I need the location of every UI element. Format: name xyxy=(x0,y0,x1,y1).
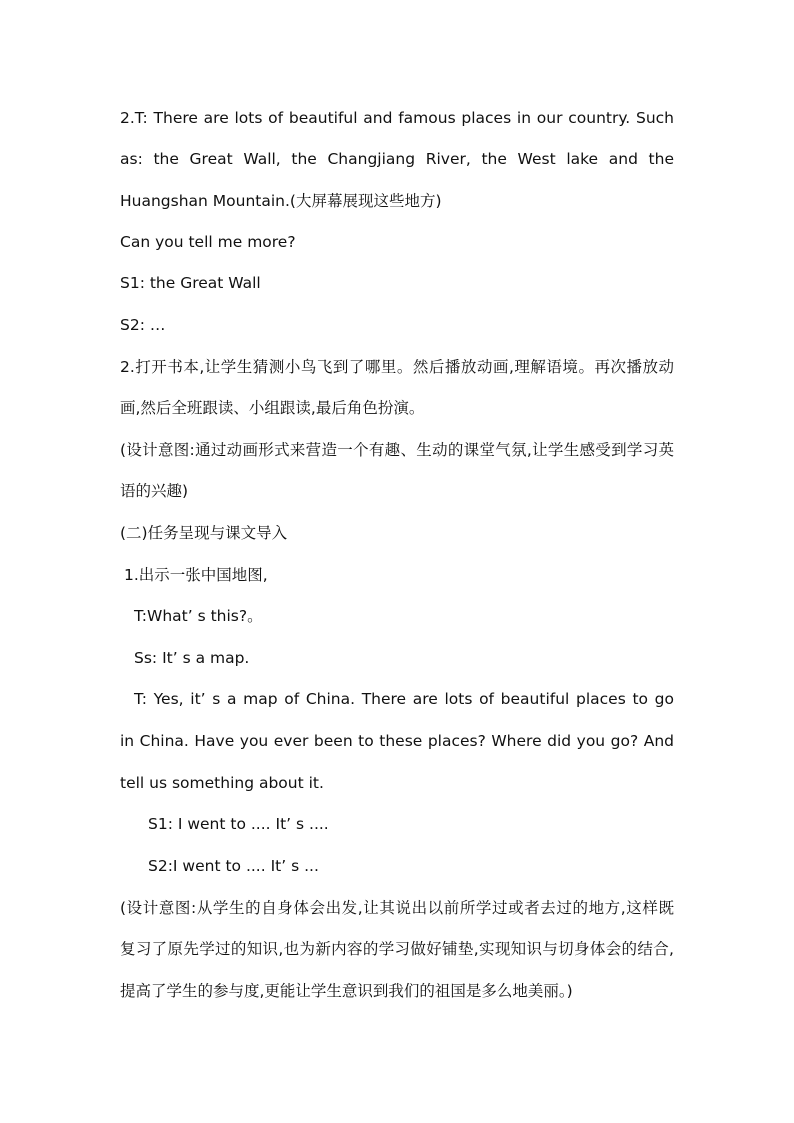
text-line-3: Huangshan Mountain.(大屏幕展现这些地方) xyxy=(120,192,442,210)
text-line-5: S1: the Great Wall xyxy=(120,274,261,292)
section-heading: (二)任务呈现与课文导入 xyxy=(120,524,288,542)
text-line-8: 画,然后全班跟读、小组跟读,最后角色扮演。 xyxy=(120,399,425,417)
text-line-17: tell us something about it. xyxy=(120,774,324,792)
text-line-21: 复习了原先学过的知识,也为新内容的学习做好铺垫,实现知识与切身体会的结合, xyxy=(120,940,674,958)
text-line-6: S2: … xyxy=(120,316,166,334)
text-line-10: 语的兴趣) xyxy=(120,482,189,500)
text-line-16: in China. Have you ever been to these places? Where did you go? And xyxy=(120,732,674,750)
text-line-1: 2.T: There are lots of beautiful and famous places in our country. Such xyxy=(120,109,674,127)
text-line-9: (设计意图:通过动画形式来营造一个有趣、生动的课堂气氛,让学生感受到学习英 xyxy=(120,441,674,459)
text-line-12: 1.出示一张中国地图, xyxy=(124,566,268,584)
text-line-4: Can you tell me more? xyxy=(120,233,296,251)
text-line-18: S1: I went to .... It’ s .... xyxy=(148,815,329,833)
text-line-22: 提高了学生的参与度,更能让学生意识到我们的祖国是多么地美丽。) xyxy=(120,982,573,1000)
text-line-7: 2.打开书本,让学生猜测小鸟飞到了哪里。然后播放动画,理解语境。再次播放动 xyxy=(120,358,674,376)
text-line-20: (设计意图:从学生的自身体会出发,让其说出以前所学过或者去过的地方,这样既 xyxy=(120,899,674,917)
text-line-14: Ss: It’ s a map. xyxy=(134,649,250,667)
text-line-2: as: the Great Wall, the Changjiang River, the West lake and the xyxy=(120,150,674,168)
text-line-19: S2:I went to .... It’ s ... xyxy=(148,857,319,875)
text-line-13: T:What’ s this?。 xyxy=(134,607,263,625)
text-line-15: T: Yes, it’ s a map of China. There are lots of beautiful places to go xyxy=(134,690,674,708)
